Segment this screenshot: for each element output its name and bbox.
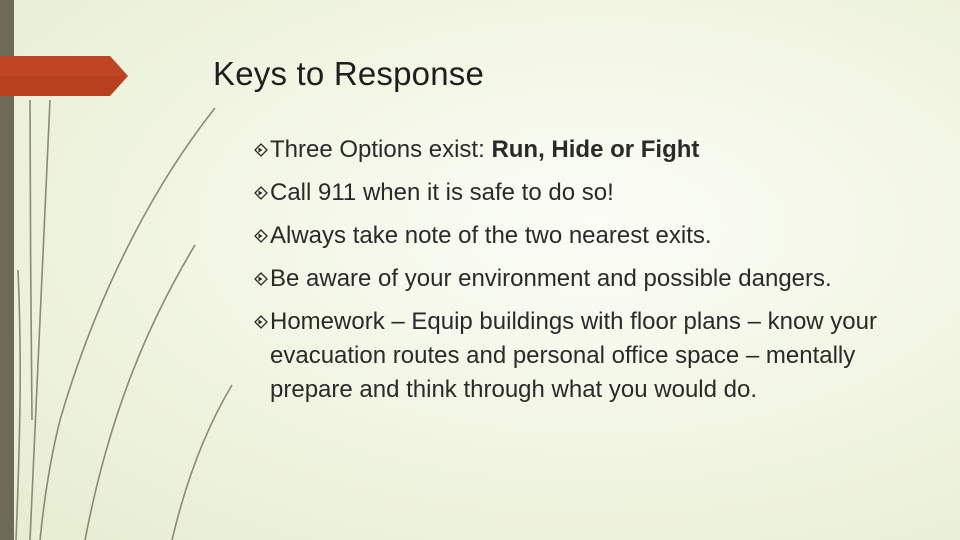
bullet-item bbox=[254, 305, 894, 407]
bullet-text bbox=[270, 136, 699, 163]
bullet-text: Homework – Equip buildings with floor plans – know your evacuation routes and personal office space – mentally prepare and think through what you would do. bbox=[270, 308, 877, 403]
bullet-list bbox=[254, 133, 894, 416]
diamond-bullet-icon bbox=[254, 229, 268, 243]
bullet-text: Always take note of the two nearest exits. bbox=[270, 222, 712, 249]
diamond-bullet-icon bbox=[254, 315, 268, 329]
bullet-emphasis: Run, Hide or Fight bbox=[491, 136, 700, 163]
bullet-text: Be aware of your environment and possible dangers. bbox=[270, 265, 832, 292]
diamond-bullet-icon bbox=[254, 186, 268, 200]
bullet-text: Call 911 when it is safe to do so! bbox=[270, 179, 614, 206]
bullet-item bbox=[254, 219, 894, 253]
slide-title: Keys to Response bbox=[213, 55, 485, 92]
diamond-bullet-icon bbox=[254, 272, 268, 286]
bullet-item bbox=[254, 262, 894, 296]
bullet-text-part: Three Options exist: bbox=[270, 136, 492, 163]
diamond-bullet-icon bbox=[254, 143, 268, 157]
bullet-item bbox=[254, 133, 894, 167]
bullet-item bbox=[254, 176, 894, 210]
